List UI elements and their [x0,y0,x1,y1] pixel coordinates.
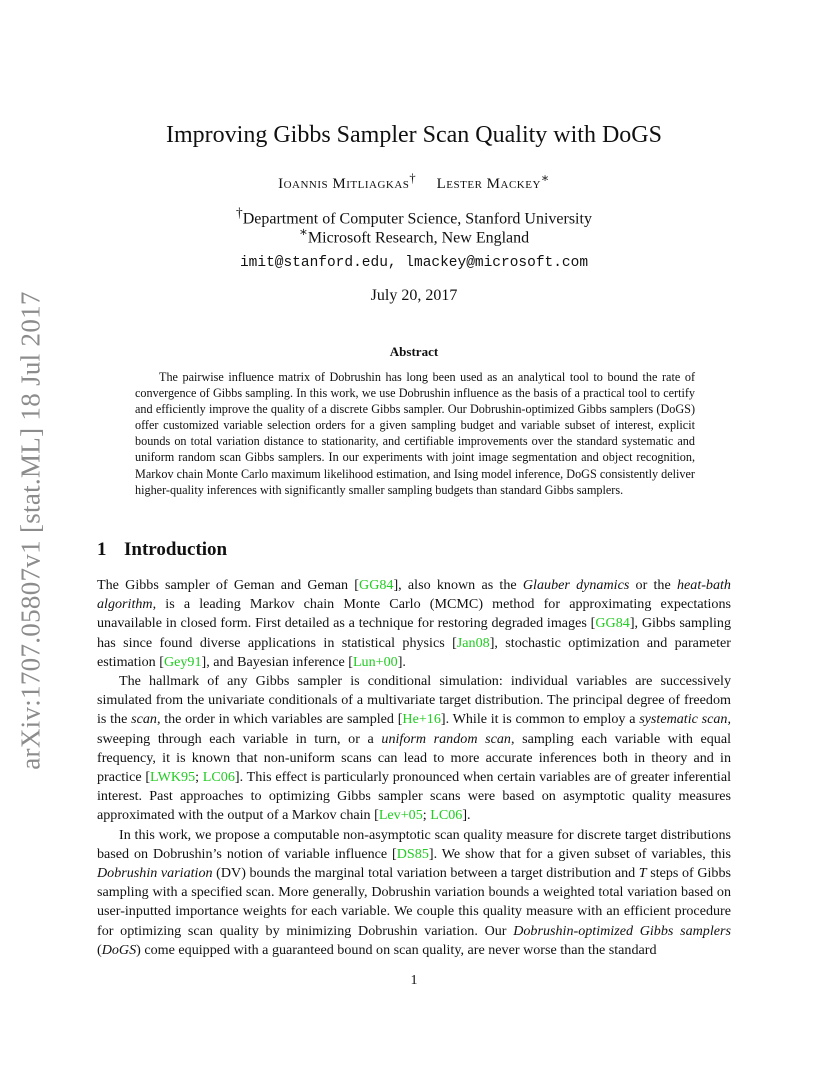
introduction-body [97,576,731,960]
section-number: 1 [97,539,107,560]
citation-link[interactable]: LC06 [430,807,463,824]
emphasized-text: T [638,865,647,882]
text-run: ]. We show that for a given subset of variables, this [428,845,732,862]
affiliation-text: Microsoft Research, New England [307,229,530,247]
text-run: or the [629,577,677,593]
paragraph [97,672,731,826]
affiliation-text: Department of Computer Science, Stanford University [242,210,592,228]
section-heading [97,539,227,561]
affiliation-mark: † [236,205,243,220]
citation-link[interactable]: DS85 [396,845,429,862]
abstract-heading: Abstract [389,344,439,359]
section-title: Introduction [124,539,228,560]
abstract-body: The pairwise influence matrix of Dobrushin has long been used as an analytical tool to bound the rate of convergence of Gibbs sampling. In this work, we use Dobrushin influence as the basis of a practical tool to certify and efficiently improve the quality of a discrete Gibbs sampler. Our Dobrushin-optimized Gibbs samplers (DoGS) offer customized variable selection orders for a given sampling budget and variable subset of interest, explicit bounds on total variation distance to stationarity, and certifiable improvements over the standard systematic and uniform random scan Gibbs samplers. In our experiments with joint image segmentation and object recognition, Markov chain Monte Carlo maximum likelihood estimation, and Ising model inference, DoGS consistently deliver higher-quality inferences with significantly smaller sampling budgets than standard Gibbs samplers. [135,370,695,497]
text-run: The Gibbs sampler of Geman and Geman [ [97,577,360,593]
text-run: , sweeping through each variable in turn, or a [97,711,731,747]
text-run: ], stochastic optimization and parameter estimation [ [97,634,732,670]
text-run: ; [195,769,203,786]
text-run: steps of Gibbs sampling with a specified scan. More generally, Dobrushin variation bounds a weighted total variation based on user-inputted importance weights for each variable. We couple this quality measure with an efficient procedure for optimizing scan quality by minimizing Dobrushin variation. Our [97,865,731,939]
paragraph [97,826,731,960]
arxiv-identifier-stamp [6,290,56,770]
affiliation-line [0,222,828,247]
text-run: In this work, we propose a computable non-asymptotic scan quality measure for discrete target distributions based on Dobrushin’s notion of variable influence [ [97,826,731,862]
text-run: ( [97,941,102,958]
emphasized-text: Glauber dynamics [522,577,630,593]
citation-link[interactable]: LWK95 [150,769,196,786]
emphasized-text: scan [131,711,157,728]
citation-link[interactable]: GG84 [359,577,394,593]
author-name: Ioannis Mitliagkas [278,176,410,192]
citation-link[interactable]: LC06 [202,769,235,786]
text-run: ]. While it is common to employ a [440,711,640,728]
text-run: , sampling each variable with equal frequency, it is known that non-uniform scans can lead to more accurate inferences both in theory and in practice [ [97,730,732,786]
text-run: ) come equipped with a guaranteed bound on scan quality, are never worse than the standard [136,941,657,958]
text-run: ], and Bayesian inference [ [201,653,353,670]
emphasized-text: systematic scan [639,711,728,728]
citation-link[interactable]: Lev+05 [378,807,423,824]
author-name: Lester Mackey [436,176,541,192]
text-run: ], Gibbs sampling has since found diverse applications in statistical physics [ [97,615,731,651]
author-list [0,170,828,193]
citation-link[interactable]: He+16 [402,711,441,728]
emphasized-text: Dobrushin-optimized Gibbs samplers [513,922,731,939]
text-run: ]. [397,653,406,670]
affiliation-mark: ∗ [298,224,308,239]
arxiv-stamp-text: arXiv:1707.05807v1 [stat.ML] 18 Jul 2017 [15,290,46,770]
text-run: , is a leading Markov chain Monte Carlo (MCMC) method for approximating expectations unavailable in closed form. First detailed as a technique for restoring degraded images [ [97,596,731,632]
page-number: 1 [410,973,418,988]
text-run: The hallmark of any Gibbs sampler is conditional simulation: individual variables are successively simulated from the univariate conditionals of a multivariate target distribution. The principal degree of freedom is the [97,673,731,728]
emphasized-text: Dobrushin variation [97,865,213,882]
citation-link[interactable]: GG84 [595,615,630,632]
emphasized-text: heat-bath algorithm [97,577,731,613]
text-run: ; [422,807,431,824]
text-run: ]. This effect is particularly pronounced when certain variables are of greater inferential interest. Past approaches to optimizing Gibbs sampler scans were based on asymptotic quality measures approximated with the output of a Markov chain [ [97,769,731,824]
emphasized-text: uniform random scan [381,730,511,747]
paragraph [97,576,731,672]
paper-title: Improving Gibbs Sampler Scan Quality with DoGS [166,122,662,148]
citation-link[interactable]: Gey91 [163,653,202,670]
emphasized-text: DoGS [101,941,137,958]
text-run: , the order in which variables are sampled [ [156,711,403,728]
text-run: ], also known as the [393,577,523,593]
author-emails: imit@stanford.edu, lmackey@microsoft.com [239,255,589,271]
citation-link[interactable]: Jan08 [456,634,490,651]
author-mark: † [409,171,417,185]
text-run: (DV) bounds the marginal total variation between a target distribution and [212,865,639,882]
publication-date: July 20, 2017 [370,287,458,304]
citation-link[interactable]: Lun+00 [352,653,398,670]
text-run: ]. [462,807,471,824]
author-mark: ∗ [540,171,550,185]
